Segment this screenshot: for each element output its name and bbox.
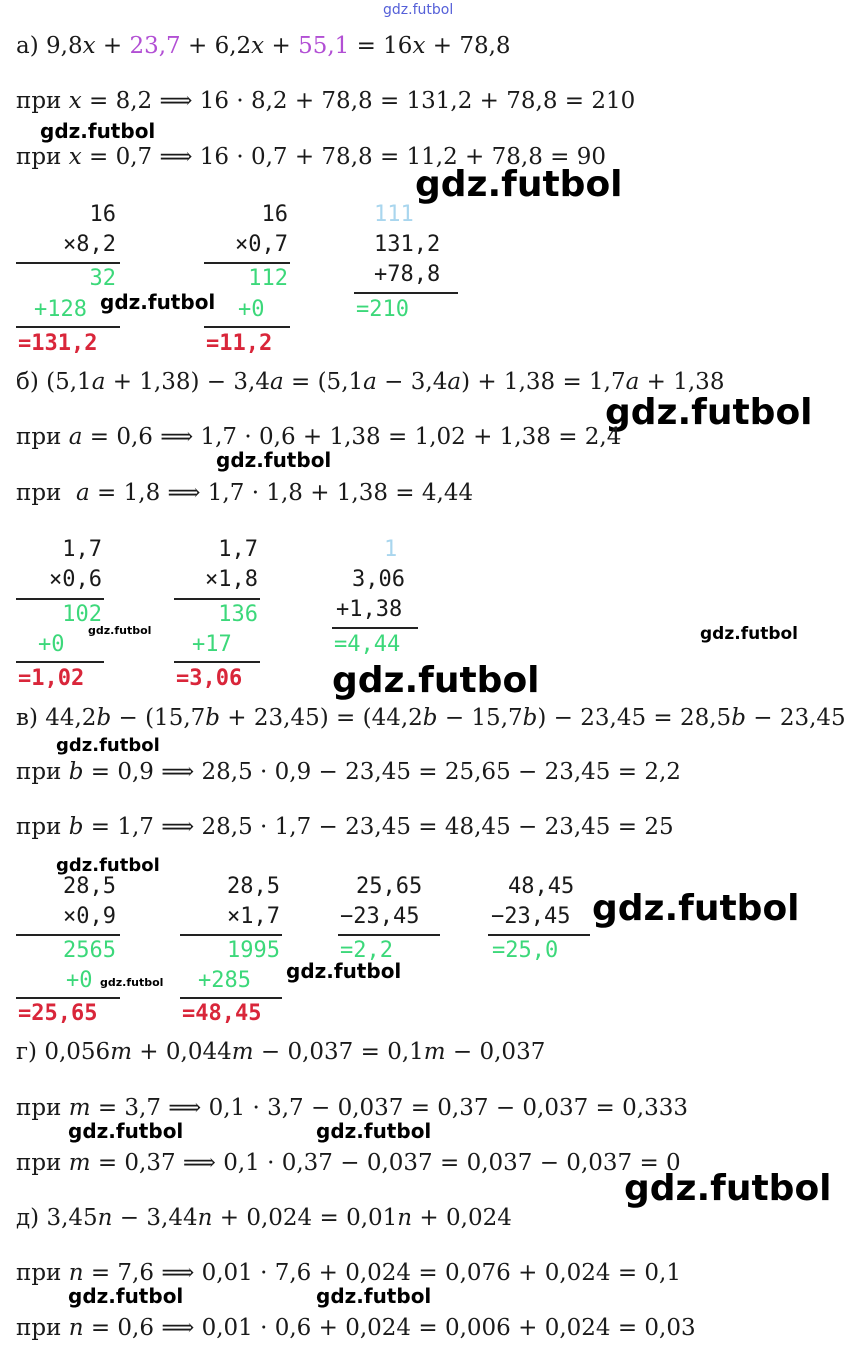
- result: =1,02: [18, 666, 85, 691]
- partial-product: 2565: [63, 938, 116, 963]
- watermark: gdz.futbol: [332, 660, 540, 701]
- equation-a: а) 9,8x + 23,7 + 6,2x + 55,1 = 16x + 78,8: [16, 33, 511, 59]
- equation-b-line-2: при a = 1,8 ⟹ 1,7 · 1,8 + 1,38 = 4,44: [16, 480, 474, 506]
- watermark: gdz.futbol: [316, 1119, 432, 1143]
- equation-c-line-2: при b = 1,7 ⟹ 28,5 · 1,7 − 23,45 = 48,45 − 23,45 = 25: [16, 814, 674, 840]
- watermark: gdz.futbol: [100, 290, 216, 314]
- result: =11,2: [206, 331, 273, 356]
- result: =48,45: [182, 1001, 262, 1026]
- equation-d: г) 0,056m + 0,044m − 0,037 = 0,1m − 0,037: [16, 1039, 546, 1065]
- watermark: gdz.futbol: [316, 1284, 432, 1308]
- watermark: gdz.futbol: [605, 392, 813, 433]
- multiplier: ×0,9: [63, 904, 116, 929]
- watermark: gdz.futbol: [100, 976, 164, 989]
- result: =2,2: [340, 938, 393, 963]
- result: =131,2: [18, 331, 98, 356]
- equation-e-line-1: при n = 7,6 ⟹ 0,01 · 7,6 + 0,024 = 0,076 + 0,024 = 0,1: [16, 1260, 682, 1286]
- partial-product: +17: [192, 632, 232, 657]
- equation-b-line-1: при a = 0,6 ⟹ 1,7 · 0,6 + 1,38 = 1,02 + 1,38 = 2,4: [16, 424, 622, 450]
- subtrahend: −23,45: [340, 904, 420, 929]
- equation-d-line-2: при m = 0,37 ⟹ 0,1 · 0,37 − 0,037 = 0,037 − 0,037 = 0: [16, 1150, 681, 1176]
- carry-digits: 1: [384, 537, 398, 562]
- partial-product: +128: [34, 297, 87, 322]
- operand: 28,5: [227, 874, 280, 899]
- result: =25,65: [18, 1001, 98, 1026]
- equation-b: б) (5,1a + 1,38) − 3,4a = (5,1a − 3,4a) + 1,38 = 1,7a + 1,38: [16, 369, 725, 395]
- result: =3,06: [176, 666, 243, 691]
- addend: +78,8: [374, 262, 441, 287]
- partial-product: +0: [38, 632, 65, 657]
- operand: 16: [261, 202, 288, 227]
- operand: 28,5: [63, 874, 116, 899]
- equation-c-line-1: при b = 0,9 ⟹ 28,5 · 0,9 − 23,45 = 25,65 − 23,45 = 2,2: [16, 759, 681, 785]
- equation-a-line-2: при x = 0,7 ⟹ 16 · 0,7 + 78,8 = 11,2 + 78,8 = 90: [16, 144, 607, 170]
- multiplier: ×0,6: [49, 567, 102, 592]
- watermark: gdz.futbol: [88, 624, 152, 637]
- result: =210: [356, 297, 409, 322]
- operand: 1,7: [62, 537, 102, 562]
- watermark: gdz.futbol: [56, 855, 160, 876]
- partial-product: +285: [198, 968, 251, 993]
- watermark: gdz.futbol: [56, 735, 160, 756]
- subtrahend: −23,45: [491, 904, 571, 929]
- multiplier: ×1,7: [227, 904, 280, 929]
- equation-e-line-2: при n = 0,6 ⟹ 0,01 · 0,6 + 0,024 = 0,006 + 0,024 = 0,03: [16, 1315, 696, 1341]
- equation-d-line-1: при m = 3,7 ⟹ 0,1 · 3,7 − 0,037 = 0,37 − 0,037 = 0,333: [16, 1095, 688, 1121]
- equation-c: в) 44,2b − (15,7b + 23,45) = (44,2b − 15,7b) − 23,45 = 28,5b − 23,45: [16, 705, 846, 731]
- operand: 16: [89, 202, 116, 227]
- multiplier: ×0,7: [235, 232, 288, 257]
- multiplier: ×1,8: [205, 567, 258, 592]
- equation-a-line-1: при x = 8,2 ⟹ 16 · 8,2 + 78,8 = 131,2 + 78,8 = 210: [16, 88, 636, 114]
- operand: 3,06: [352, 567, 405, 592]
- partial-product: 112: [248, 266, 288, 291]
- result: =25,0: [492, 938, 559, 963]
- watermark: gdz.futbol: [68, 1119, 184, 1143]
- operand: 1,7: [218, 537, 258, 562]
- addend: +1,38: [336, 597, 403, 622]
- watermark: gdz.futbol: [415, 164, 623, 205]
- partial-product: +0: [238, 297, 265, 322]
- partial-product: 136: [218, 602, 258, 627]
- watermark: gdz.futbol: [40, 119, 156, 143]
- partial-product: +0: [66, 968, 93, 993]
- watermark: gdz.futbol: [286, 959, 402, 983]
- watermark-top: gdz.futbol: [383, 2, 454, 18]
- equation-e: д) 3,45n − 3,44n + 0,024 = 0,01n + 0,024: [16, 1205, 512, 1231]
- watermark: gdz.futbol: [624, 1168, 832, 1209]
- watermark: gdz.futbol: [592, 888, 800, 929]
- watermark: gdz.futbol: [216, 448, 332, 472]
- partial-product: 102: [62, 602, 102, 627]
- partial-product: 1995: [227, 938, 280, 963]
- result: =4,44: [334, 632, 401, 657]
- partial-product: 32: [89, 266, 116, 291]
- watermark: gdz.futbol: [700, 624, 798, 644]
- carry-digits: 111: [374, 202, 414, 227]
- operand: 131,2: [374, 232, 441, 257]
- operand: 25,65: [356, 874, 423, 899]
- operand: 48,45: [508, 874, 575, 899]
- multiplier: ×8,2: [63, 232, 116, 257]
- watermark: gdz.futbol: [68, 1284, 184, 1308]
